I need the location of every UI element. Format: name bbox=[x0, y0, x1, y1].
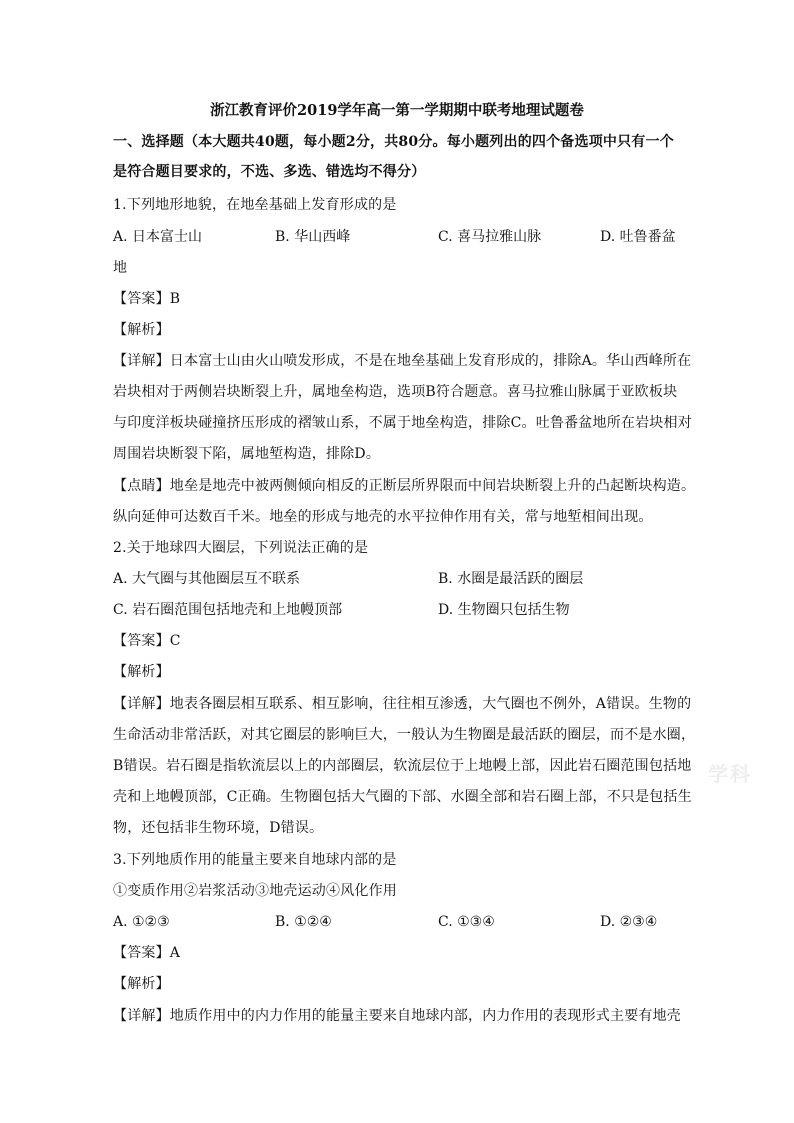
q1-option-c: C. 喜马拉雅山脉 bbox=[438, 229, 542, 245]
q3-answer: 【答案】A bbox=[113, 945, 181, 961]
q1-option-b: B. 华山西峰 bbox=[275, 229, 351, 245]
section-heading-line2: 是符合题目要求的，不选、多选、错选均不得分） bbox=[113, 164, 426, 180]
q2-stem: 2.关于地球四大圈层，下列说法正确的是 bbox=[113, 540, 369, 556]
q2-detail-line5: 物，还包括非生物环境，D错误。 bbox=[113, 820, 324, 836]
q1-note-line2: 纵向延伸可达数百千米。地垒的形成与地壳的水平拉伸作用有关，常与地堑相间出现。 bbox=[113, 509, 653, 525]
q1-option-d: D. 吐鲁番盆 bbox=[600, 229, 676, 245]
q1-option-a: A. 日本富士山 bbox=[113, 229, 203, 245]
q2-detail-line3: B错误。岩石圈是指软流层以上的内部圈层，软流层位于上地幔上部，因此岩石圈范围包括地 bbox=[113, 758, 692, 774]
q2-option-d: D. 生物圈只包括生物 bbox=[438, 602, 570, 618]
q2-detail-line1: 【详解】地表各圈层相互联系、相互影响，往往相互渗透，大气圈也不例外，A错误。生物的 bbox=[113, 696, 692, 712]
q2-answer: 【答案】C bbox=[113, 633, 181, 649]
q3-analysis-label: 【解析】 bbox=[113, 976, 170, 992]
q3-option-d: D. ②③④ bbox=[600, 914, 658, 930]
section-heading-line1: 一、选择题（本大题共40题，每小题2分，共80分。每小题列出的四个备选项中只有一个 bbox=[113, 134, 674, 150]
q1-analysis-label: 【解析】 bbox=[113, 322, 170, 338]
q3-detail-line1: 【详解】地质作用中的内力作用的能量主要来自地球内部，内力作用的表现形式主要有地壳 bbox=[113, 1008, 681, 1024]
q2-option-b: B. 水圈是最活跃的圈层 bbox=[438, 571, 584, 587]
q2-option-c: C. 岩石圈范围包括地壳和上地幔顶部 bbox=[113, 602, 343, 618]
q2-detail-line4: 壳和上地幔顶部，C正确。生物圈包括大气圈的下部、水圈全部和岩石圈上部，不只是包括生 bbox=[113, 789, 692, 805]
q2-analysis-label: 【解析】 bbox=[113, 664, 170, 680]
q3-stem: 3.下列地质作用的能量主要来自地球内部的是 bbox=[113, 852, 397, 868]
q1-stem: 1.下列地形地貌，在地垒基础上发育形成的是 bbox=[113, 197, 397, 213]
q1-answer: 【答案】B bbox=[113, 291, 181, 307]
q1-detail-line3: 与印度洋板块碰撞挤压形成的褶皱山系，不属于地垒构造，排除C。吐鲁番盆地所在岩块相对 bbox=[113, 415, 692, 431]
q3-items: ①变质作用②岩浆活动③地壳运动④风化作用 bbox=[113, 883, 397, 899]
q2-detail-line2: 生命活动非常活跃，对其它圈层的影响巨大，一般认为生物圈是最活跃的圈层，而不是水圈， bbox=[113, 727, 696, 743]
q1-detail-line4: 周围岩块断裂下陷，属地堑构造，排除D。 bbox=[113, 446, 381, 462]
q3-option-a: A. ①②③ bbox=[113, 914, 170, 930]
q3-option-c: C. ①③④ bbox=[438, 914, 495, 930]
q2-option-a: A. 大气圈与其他圈层互不联系 bbox=[113, 571, 301, 587]
q1-note-line1: 【点睛】地垒是地壳中被两侧倾向相反的正断层所界限而中间岩块断裂上升的凸起断块构造。 bbox=[113, 478, 696, 494]
q1-option-d-wrap: 地 bbox=[113, 260, 128, 276]
page-title: 浙江教育评价2019学年高一第一学期期中联考地理试题卷 bbox=[210, 102, 584, 119]
watermark: 学科 bbox=[708, 762, 752, 786]
q3-option-b: B. ①②④ bbox=[275, 914, 332, 930]
q1-detail-line2: 岩块相对于两侧岩块断裂上升，属地垒构造，选项B符合题意。喜马拉雅山脉属于亚欧板块 bbox=[113, 384, 678, 400]
q1-detail-line1: 【详解】日本富士山由火山喷发形成，不是在地垒基础上发育形成的，排除A。华山西峰所在 bbox=[113, 353, 692, 369]
